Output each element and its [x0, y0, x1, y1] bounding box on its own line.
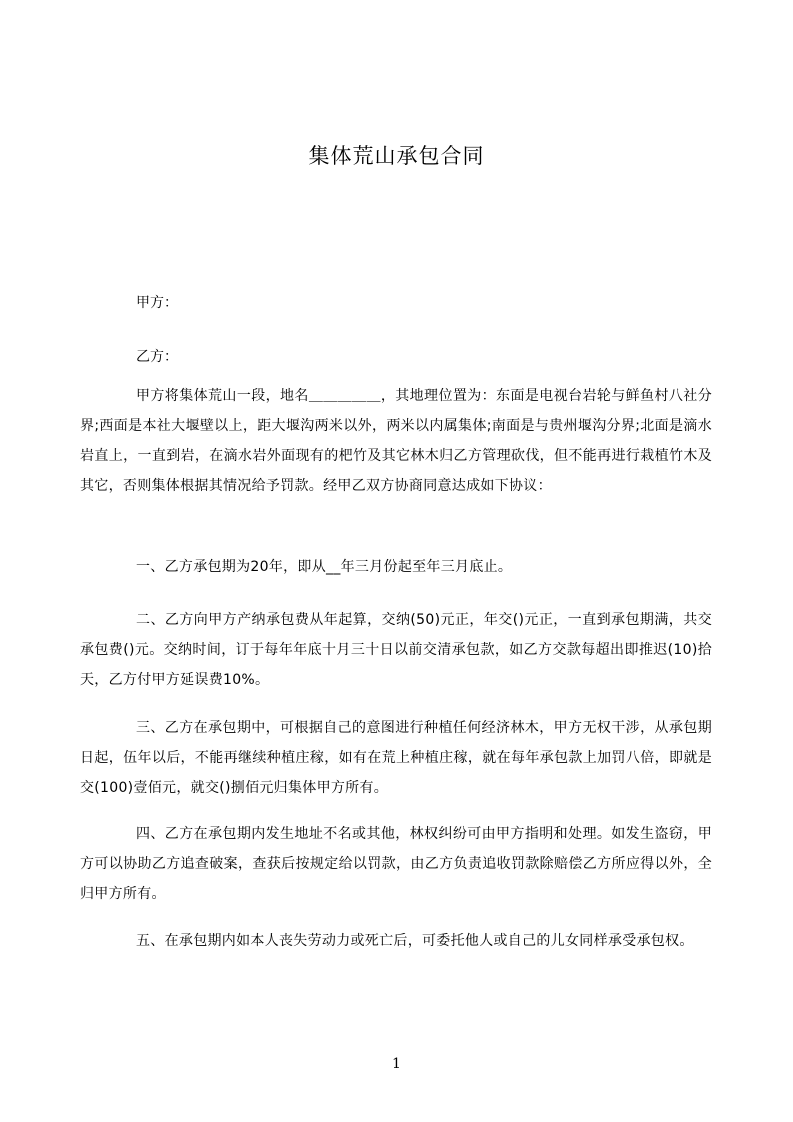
page-number: 1: [392, 1056, 401, 1072]
clause-4-paragraph: 四、乙方在承包期内发生地址不名或其他，林权纠纷可由甲方指明和处理。如发生盗窃，甲方可以协助乙方追查破案，查获后按规定给以罚款，由乙方负责追收罚款除赔偿乙方所应得以外，全归甲方所有。: [80, 826, 712, 902]
party-a-label: 甲方：: [136, 295, 178, 311]
clause-1-paragraph: 一、乙方承包期为20年，即从__年三月份起至年三月底止。: [136, 559, 513, 575]
intro-paragraph: 甲方将集体荒山一段，地名＿＿＿＿＿，其地理位置为：东面是电视台岩轮与鲜鱼村八社分界;西面是本社大堰壁以上，距大堰沟两米以外，两米以内属集体;南面是与贵州堰沟分界;北面是滴水岩直上，一直到岩，在滴水岩外面现有的杷竹及其它林木归乙方管理砍伐，但不能再进行栽植竹木及其它，否则集体根据其情况给予罚款。经甲乙双方协商同意达成如下协议：: [80, 388, 712, 494]
clause-5-paragraph: 五、在承包期内如本人丧失劳动力或死亡后，可委托他人或自己的儿女同样承受承包权。: [136, 933, 694, 949]
clause-3-paragraph: 三、乙方在承包期中，可根据自己的意图进行种植任何经济林木，甲方无权干涉，从承包期日起，伍年以后，不能再继续种植庄稼，如有在荒上种植庄稼，就在每年承包款上加罚八倍，即就是交(100)壹佰元，就交()捌佰元归集体甲方所有。: [80, 720, 712, 796]
document-title: 集体荒山承包合同: [308, 144, 485, 168]
party-b-label: 乙方：: [136, 349, 178, 365]
clause-2-paragraph: 二、乙方向甲方产纳承包费从年起算，交纳(50)元正，年交()元正，一直到承包期满，共交承包费()元。交纳时间，订于每年年底十月三十日以前交清承包款，如乙方交款每超出即推迟(10)拾天，乙方付甲方延误费10%。: [80, 612, 712, 688]
